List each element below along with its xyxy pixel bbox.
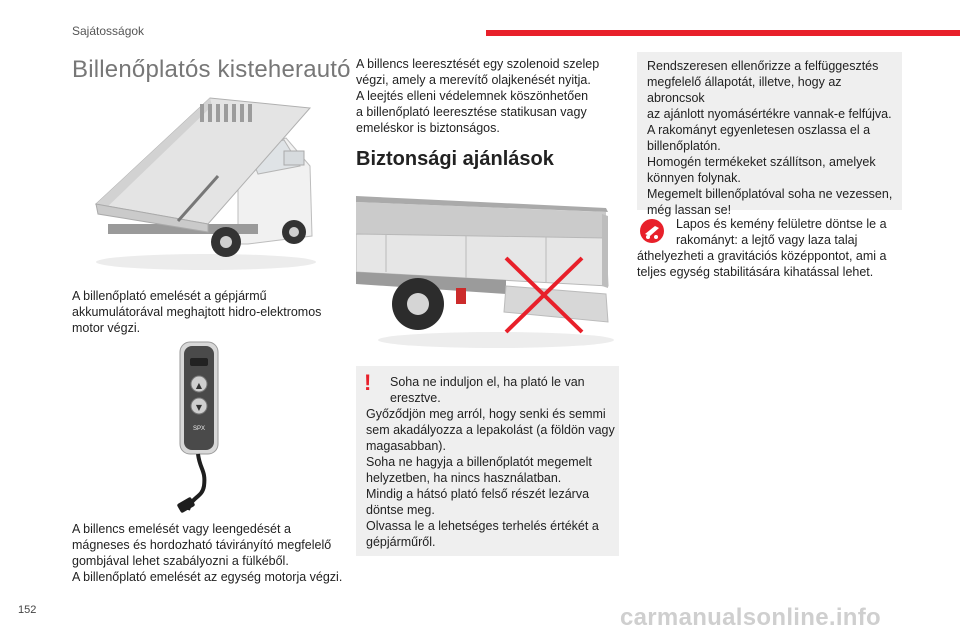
text-line: sem akadályozza a lepakolást (a földön vagy xyxy=(366,423,615,437)
do-not-drive-illustration xyxy=(356,176,618,352)
text-line: az ajánlott nyomásértékre vannak-e felfújva. xyxy=(647,107,892,121)
paragraph-tip xyxy=(637,216,907,280)
tipper-truck-illustration xyxy=(88,96,320,272)
text-line: könnyen folynak. xyxy=(647,171,741,185)
remote-brand-label: SPX xyxy=(192,426,205,432)
text-line: Soha ne hagyja a billenőplatót megemelt xyxy=(366,455,592,469)
text-line: magasabban). xyxy=(366,439,446,453)
info-body xyxy=(647,58,899,218)
text-line: akkumulátorával meghajtott hidro-elektromos xyxy=(72,305,322,319)
text-line: eresztve. xyxy=(390,391,441,405)
text-line: Lapos és kemény felületre döntse le a xyxy=(676,217,887,231)
text-line: rakományt: a lejtő vagy laza talaj xyxy=(676,233,858,247)
text-line: Soha ne induljon el, ha plató le van xyxy=(390,375,585,389)
text-line: teljes egység stabilitására kihatással lehet. xyxy=(637,265,874,279)
text-line: végzi, amely a merevítő olajkenését nyitja. xyxy=(356,73,591,87)
section-heading: Biztonsági ajánlások xyxy=(356,148,554,170)
svg-text:▲: ▲ xyxy=(195,381,203,390)
header-accent-bar xyxy=(486,30,960,36)
remote-control-illustration xyxy=(172,340,226,516)
watermark: carmanualsonline.info xyxy=(620,604,882,631)
text-line: billenőplatón. xyxy=(647,139,721,153)
text-line: A billenőplató emelését a gépjármű xyxy=(72,289,267,303)
text-line: emeléskor is biztonságos. xyxy=(356,121,500,135)
text-line: még lassan se! xyxy=(647,203,732,217)
info-box xyxy=(637,52,902,217)
page-title: Billenőplatós kisteherautó xyxy=(72,56,351,83)
text-line: mágneses és hordozható távirányító megfelelő xyxy=(72,538,332,552)
text-line: Homogén termékeket szállítson, amelyek xyxy=(647,155,876,169)
paragraph-solenoid-valve xyxy=(356,56,618,136)
text-line: a billenőplató leeresztése statikusan vagy xyxy=(356,105,587,119)
text-line: A rakományt egyenletesen oszlassa el a xyxy=(647,123,871,137)
text-line: motor végzi. xyxy=(72,321,141,335)
warning-body xyxy=(366,406,616,550)
exclamation-icon: ! xyxy=(364,370,372,395)
warning-lead xyxy=(390,374,615,406)
text-line: áthelyezheti a gravitációs középpontot, ami a xyxy=(637,249,887,263)
text-line: A billenőplató emelését az egység motorja végzi. xyxy=(72,570,343,584)
text-line: Győződjön meg arról, hogy senki és semmi xyxy=(366,407,606,421)
section-label: Sajátosságok xyxy=(72,24,145,38)
svg-text:▼: ▼ xyxy=(195,403,203,412)
text-line: A billencs leeresztését egy szolenoid szelep xyxy=(356,57,600,71)
text-line: Rendszeresen ellenőrizze a felfüggesztés xyxy=(647,59,879,73)
warning-box xyxy=(356,366,619,556)
text-line: Mindig a hátsó plató felső részét lezárva xyxy=(366,487,590,501)
paragraph-electro-motor xyxy=(72,288,342,336)
text-line: megfelelő állapotát, illetve, hogy az abroncsok xyxy=(647,75,842,105)
text-line: A leejtés elleni védelemnek köszönhetően xyxy=(356,89,589,103)
text-line: A billencs emelését vagy leengedését a xyxy=(72,522,291,536)
text-line: Megemelt billenőplatóval soha ne vezessen, xyxy=(647,187,893,201)
text-line: döntse meg. xyxy=(366,503,435,517)
text-line: gombjával lehet szabályozni a fülkéből. xyxy=(72,554,289,568)
text-line: helyzetben, ha nincs használatban. xyxy=(366,471,562,485)
page-number: 152 xyxy=(18,604,37,616)
text-line: Olvassa le a lehetséges terhelés értékét a xyxy=(366,519,599,533)
paragraph-remote-control xyxy=(72,521,347,585)
text-line: gépjárműről. xyxy=(366,535,436,549)
